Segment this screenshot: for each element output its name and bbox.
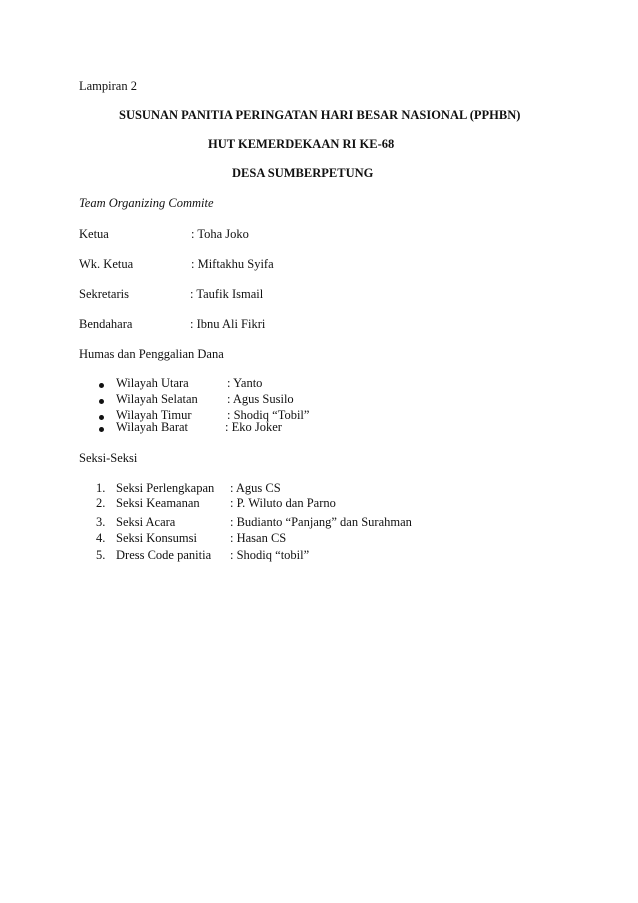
region-label: Wilayah Timur	[116, 408, 192, 422]
section-label: Seksi Keamanan	[116, 496, 200, 510]
title-line-3: DESA SUMBERPETUNG	[232, 166, 374, 180]
attachment-label: Lampiran 2	[79, 79, 137, 93]
officer-role: Wk. Ketua	[79, 257, 134, 271]
region-name: : Shodiq “Tobil”	[227, 408, 310, 422]
officer-name: : Ibnu Ali Fikri	[190, 317, 266, 331]
officer-role: Sekretaris	[79, 287, 129, 301]
region-label: Wilayah Utara	[116, 376, 189, 390]
item-number: 2.	[96, 496, 106, 510]
officer-role: Bendahara	[79, 317, 133, 331]
bullet-icon	[99, 415, 104, 420]
officer-name: : Taufik Ismail	[190, 287, 264, 301]
item-number: 4.	[96, 531, 106, 545]
officer-role: Ketua	[79, 227, 109, 241]
item-number: 5.	[96, 548, 106, 562]
section-label: Seksi Konsumsi	[116, 531, 197, 545]
team-heading: Team Organizing Commite	[79, 196, 214, 210]
section-label: Seksi Perlengkapan	[116, 481, 215, 495]
bullet-icon	[99, 399, 104, 404]
officer-name: : Miftakhu Syifa	[191, 257, 274, 271]
item-number: 3.	[96, 515, 106, 529]
section-name: : Hasan CS	[230, 531, 287, 545]
humas-heading: Humas dan Penggalian Dana	[79, 347, 224, 361]
section-name: : Budianto “Panjang” dan Surahman	[230, 515, 412, 529]
title-line-2: HUT KEMERDEKAAN RI KE-68	[208, 137, 395, 151]
region-name: : Eko Joker	[225, 420, 282, 434]
title-line-1: SUSUNAN PANITIA PERINGATAN HARI BESAR NASIONAL (PPHBN)	[119, 108, 521, 122]
officer-name: : Toha Joko	[191, 227, 249, 241]
seksi-heading: Seksi-Seksi	[79, 451, 138, 465]
section-name: : Agus CS	[230, 481, 281, 495]
bullet-icon	[99, 383, 104, 388]
region-name: : Yanto	[227, 376, 263, 390]
region-label: Wilayah Selatan	[116, 392, 198, 406]
bullet-icon	[99, 427, 104, 432]
region-name: : Agus Susilo	[227, 392, 294, 406]
region-label: Wilayah Barat	[116, 420, 189, 434]
section-label: Dress Code panitia	[116, 548, 212, 562]
item-number: 1.	[96, 481, 106, 495]
section-name: : Shodiq “tobil”	[230, 548, 310, 562]
section-name: : P. Wiluto dan Parno	[230, 496, 336, 510]
section-label: Seksi Acara	[116, 515, 176, 529]
